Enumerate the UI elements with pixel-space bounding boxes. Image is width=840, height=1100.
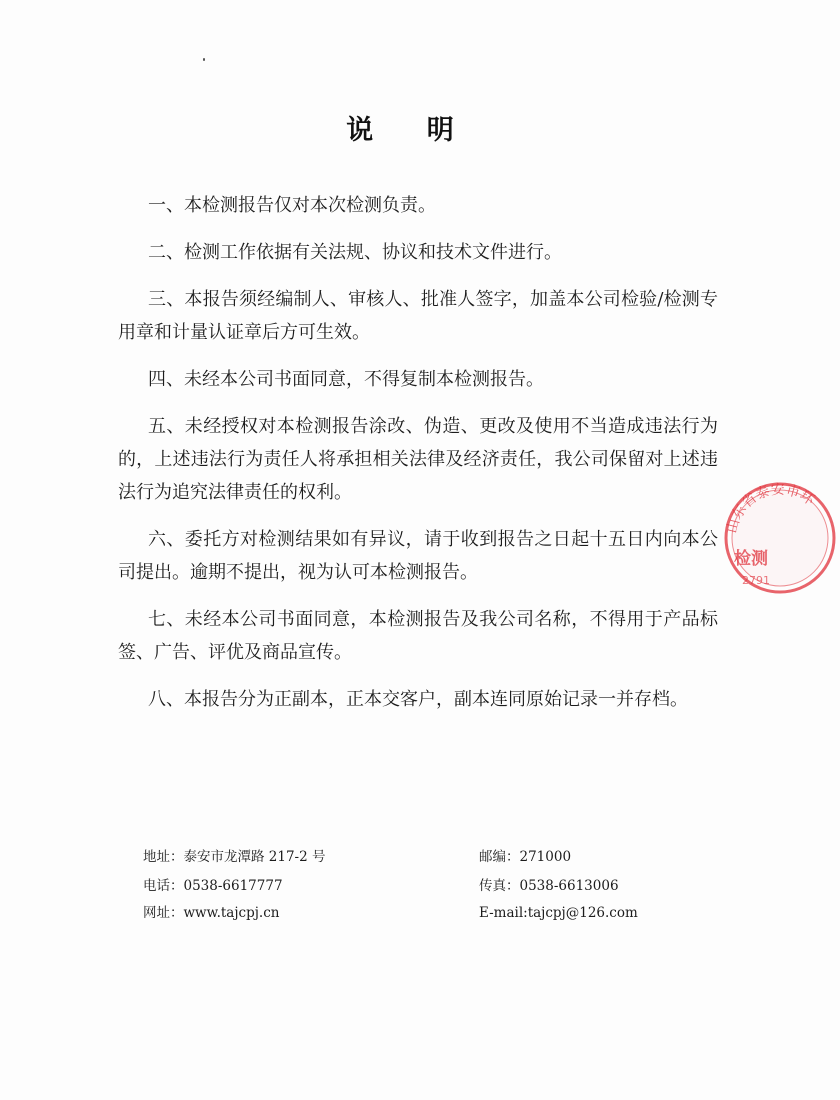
footer-email: E-mail:tajcpj@126.com (479, 905, 638, 921)
clause-7: 七、未经本公司书面同意，本检测报告及我公司名称，不得用于产品标签、广告、评优及商品宣传。 (118, 609, 718, 663)
clause-4: 四、未经本公司书面同意，不得复制本检测报告。 (148, 369, 544, 390)
scan-speck (203, 58, 205, 61)
official-seal-stamp (720, 478, 840, 598)
seal-text-top: 山东省泰安市环 (724, 481, 818, 535)
footer-postcode: 邮编：271000 (479, 849, 572, 865)
clause-8: 八、本报告分为正副本，正本交客户，副本连同原始记录一并存档。 (148, 689, 688, 710)
clause-list (118, 189, 718, 730)
page-title: 说 明 (346, 115, 476, 146)
footer-fax: 传真：0538-6613006 (479, 878, 619, 894)
clause-5: 五、未经授权对本检测报告涂改、伪造、更改及使用不当造成违法行为的，上述违法行为责任人将承担相关法律及经济责任，我公司保留对上述违法行为追究法律责任的权利。 (118, 416, 718, 503)
seal-number: 2791 (742, 574, 770, 587)
footer-phone: 电话：0538-6617777 (143, 878, 283, 894)
clause-3: 三、本报告须经编制人、审核人、批准人签字，加盖本公司检验/检测专用章和计量认证章后方可生效。 (118, 289, 718, 343)
seal-text-bottom: 检测 (734, 549, 768, 569)
footer-address: 地址：泰安市龙潭路 217-2 号 (143, 849, 326, 865)
clause-2: 二、检测工作依据有关法规、协议和技术文件进行。 (148, 242, 562, 263)
clause-6: 六、委托方对检测结果如有异议，请于收到报告之日起十五日内向本公司提出。逾期不提出，视为认可本检测报告。 (118, 529, 718, 583)
clause-1: 一、本检测报告仅对本次检测负责。 (148, 195, 436, 216)
footer-website: 网址：www.tajcpj.cn (143, 905, 280, 921)
